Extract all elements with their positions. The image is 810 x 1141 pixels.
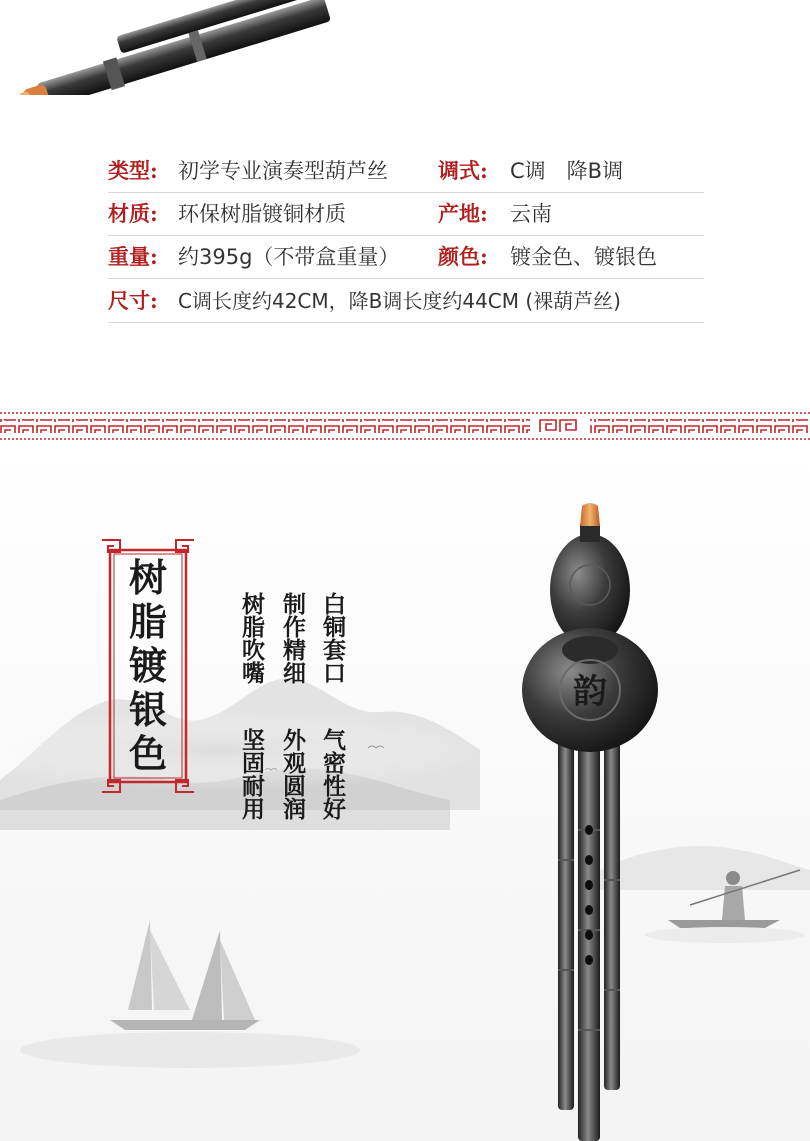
emblem-char: 韵 xyxy=(573,672,607,712)
spec-row-type xyxy=(108,150,704,193)
spec-value: C调长度约42CM，降B调长度约44CM (裸葫芦丝) xyxy=(178,289,621,313)
spec-row-weight xyxy=(108,236,704,279)
feature-poem-col: 外观圆润 xyxy=(279,728,306,820)
feature-poem-col: 树脂吹嘴 xyxy=(238,592,265,684)
spec-row-size xyxy=(108,280,704,323)
pattern-divider xyxy=(0,410,810,442)
spec-value: C调 降B调 xyxy=(510,159,624,183)
spec-value: 云南 xyxy=(510,202,552,226)
spec-key: 类型: xyxy=(108,158,158,183)
spec-value: 环保树脂镀铜材质 xyxy=(178,202,346,226)
spec-value: 镀金色、镀银色 xyxy=(510,245,657,269)
hulusi-icon xyxy=(510,500,670,1141)
feature-poem-col: 坚固耐用 xyxy=(238,728,265,820)
feature-poem-col: 制作精细 xyxy=(279,592,306,684)
spec-key: 颜色: xyxy=(438,244,488,269)
feature-title-char: 银 xyxy=(128,687,167,732)
spec-value: 初学专业演奏型葫芦丝 xyxy=(178,159,388,183)
spec-row-material xyxy=(108,193,704,236)
feature-poem-col: 白铜套口 xyxy=(319,592,346,684)
spec-key: 材质: xyxy=(108,201,158,226)
feature-title-char: 树 xyxy=(128,555,167,600)
feature-title-char: 镀 xyxy=(128,643,167,688)
flute-top-icon xyxy=(0,0,360,95)
feature-poem-col: 气密性好 xyxy=(319,728,346,820)
spec-key: 尺寸: xyxy=(108,288,158,313)
spec-key: 重量: xyxy=(108,244,158,269)
spec-key: 产地: xyxy=(438,201,488,226)
spec-key: 调式: xyxy=(438,158,488,183)
spec-value: 约395g（不带盒重量） xyxy=(178,245,400,269)
feature-title-char: 脂 xyxy=(128,599,167,644)
feature-title-char: 色 xyxy=(128,731,167,776)
